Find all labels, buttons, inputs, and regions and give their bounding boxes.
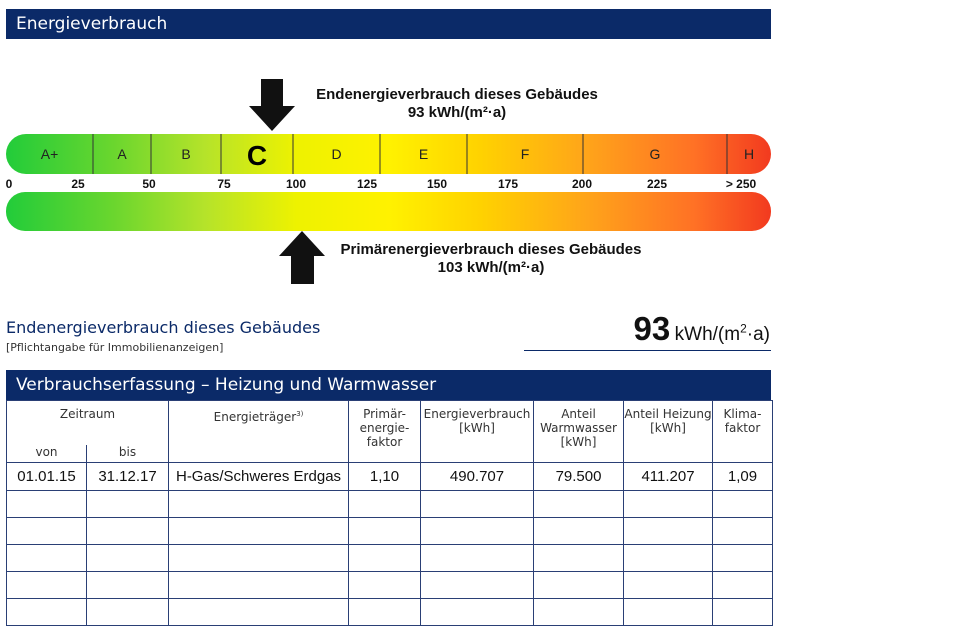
tick-label: > 250 [725,177,757,191]
end-energy-subtitle: [Pflichtangabe für Immobilienanzeigen] [6,341,224,354]
class-label-d: D [331,146,342,162]
end-energy-arrow-icon [249,79,295,131]
header-anteil-heizung: Anteil Heizung [kWh] [624,401,713,463]
end-energy-scale-value: 93 kWh/(m²·a) [407,104,507,121]
header-energietraeger: Energieträger$^{3)}$ [169,401,349,463]
tick-label: 150 [426,177,448,191]
tick-label: 100 [285,177,307,191]
tick-label: 25 [71,177,85,191]
header-energieverbrauch: Energieverbrauch [kWh] [421,401,534,463]
table-cell: 1,10 [349,463,421,491]
table-cell: 411.207 [624,463,713,491]
table-cell [87,572,169,599]
section-header-energieverbrauch: Energieverbrauch [6,9,771,39]
table-cell [421,572,534,599]
header-primaerenergiefaktor: Primär- energie- faktor [349,401,421,463]
header-zeitraum: Zeitraum [7,401,169,445]
table-cell [534,599,624,626]
table-cell [169,545,349,572]
table-cell: 31.12.17 [87,463,169,491]
table-cell [87,518,169,545]
class-label-e: E [418,146,429,162]
table-cell [169,491,349,518]
table-cell [349,572,421,599]
table-cell: 01.01.15 [7,463,87,491]
table-cell [713,545,773,572]
table-cell [421,491,534,518]
table-cell [349,599,421,626]
class-label-f: F [520,146,530,162]
table-row [7,572,773,599]
table-cell [534,518,624,545]
consumption-table [6,400,773,626]
table-cell: 79.500 [534,463,624,491]
section-header-verbrauchserfassung: Verbrauchserfassung – Heizung und Warmwasser [6,370,771,400]
table-cell [169,572,349,599]
table-cell [713,518,773,545]
class-label-h: H [743,146,755,162]
tick-label: 125 [356,177,378,191]
table-cell [421,545,534,572]
table-cell: 490.707 [421,463,534,491]
table-row [7,463,773,491]
table-cell [87,545,169,572]
table-cell [624,518,713,545]
header-bis: bis [87,445,169,463]
table-row [7,491,773,518]
table-cell [7,572,87,599]
class-label-b: B [181,146,191,162]
table-cell [349,518,421,545]
table-cell [7,545,87,572]
table-cell [169,518,349,545]
table-cell [624,572,713,599]
table-cell [87,599,169,626]
class-label-g: G [649,146,661,162]
table-cell [7,491,87,518]
table-cell [534,572,624,599]
primary-bar [6,192,771,231]
table-cell: 1,09 [713,463,773,491]
table-cell [87,491,169,518]
end-energy-number: 93 [633,310,671,347]
header-anteil-warmwasser: Anteil Warmwasser [kWh] [534,401,624,463]
class-label-a: A [117,146,127,162]
table-cell [169,599,349,626]
primary-energy-scale-value: 103 kWh/(m²·a) [437,259,545,276]
primary-energy-scale-label: Primärenergieverbrauch dieses Gebäudes [340,241,642,258]
table-cell [713,599,773,626]
table-cell [624,491,713,518]
header-von: von [7,445,87,463]
class-label-c: C [246,140,268,171]
table-cell [7,518,87,545]
table-cell: H-Gas/Schweres Erdgas [169,463,349,491]
table-cell [624,599,713,626]
end-energy-title: Endenergieverbrauch dieses Gebäudes [6,318,321,337]
table-cell [349,545,421,572]
tick-label: 175 [497,177,519,191]
end-energy-unit: kWh/$(m^2\cdot a)$ [674,321,770,345]
table-cell [534,545,624,572]
table-row [7,518,773,545]
tick-label: 225 [646,177,668,191]
header-klimafaktor: Klima- faktor [713,401,773,463]
end-energy-scale-label: Endenergieverbrauch dieses Gebäudes [316,86,598,103]
table-cell [349,491,421,518]
class-label-aplus: A+ [40,146,59,162]
table-cell [624,545,713,572]
tick-label: 0 [5,177,13,191]
table-cell [713,572,773,599]
table-cell [713,491,773,518]
tick-label: 50 [142,177,156,191]
table-row [7,545,773,572]
primary-energy-arrow-icon [279,231,325,284]
table-cell [421,518,534,545]
table-row [7,599,773,626]
end-energy-value [633,310,770,348]
tick-label: 200 [571,177,593,191]
table-cell [421,599,534,626]
tick-label: 75 [217,177,231,191]
table-cell [7,599,87,626]
end-energy-underline [524,350,771,351]
table-cell [534,491,624,518]
